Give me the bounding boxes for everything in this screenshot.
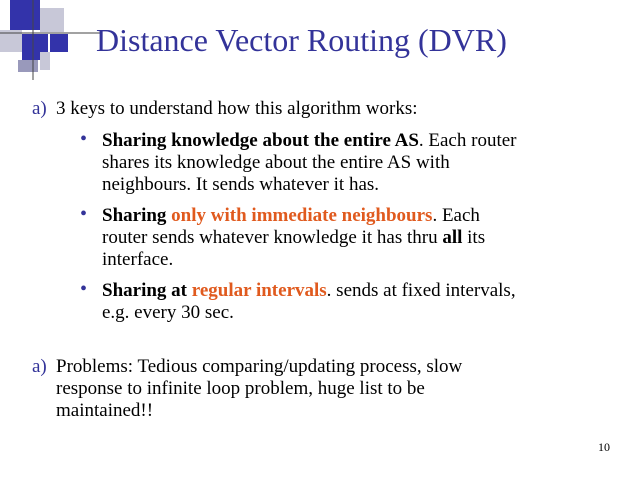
bullet-line: [102, 205, 480, 227]
plain-text: . Each router: [418, 130, 517, 151]
plain-text: . Each: [432, 205, 480, 226]
bullet-line: shares its knowledge about the entire AS with: [102, 152, 450, 173]
bold-text: Sharing at: [102, 280, 192, 301]
bullet-marker: •: [80, 128, 88, 150]
slide-title: Distance Vector Routing (DVR): [96, 22, 507, 58]
plain-text: its: [462, 227, 486, 248]
plain-text: . sends at fixed intervals,: [326, 280, 516, 301]
bullet-line: [102, 130, 516, 152]
item-text: maintained!!: [56, 400, 154, 421]
item-marker: a): [32, 356, 47, 377]
item-marker: a): [32, 98, 47, 119]
bullet-line: e.g. every 30 sec.: [102, 302, 234, 323]
bullet-line: interface.: [102, 249, 174, 270]
highlighted-text: regular intervals: [191, 280, 327, 301]
highlighted-text: only with immediate neighbours: [171, 205, 433, 226]
bold-text: Sharing knowledge about the entire AS: [102, 130, 419, 151]
page-number: 10: [598, 440, 610, 454]
plain-text: router sends whatever knowledge it has thru: [102, 227, 443, 248]
bullet-line: [102, 227, 485, 249]
item-text: response to infinite loop problem, huge list to be: [56, 378, 425, 399]
bold-text: all: [442, 227, 463, 248]
bullet-marker: •: [80, 203, 88, 225]
bullet-line: neighbours. It sends whatever it has.: [102, 174, 380, 195]
item-text: Problems: Tedious comparing/updating process, slow: [56, 356, 463, 377]
item-text: 3 keys to understand how this algorithm works:: [56, 98, 418, 119]
bold-text: Sharing: [102, 205, 172, 226]
bullet-marker: •: [80, 278, 88, 300]
bullet-line: [102, 280, 516, 302]
